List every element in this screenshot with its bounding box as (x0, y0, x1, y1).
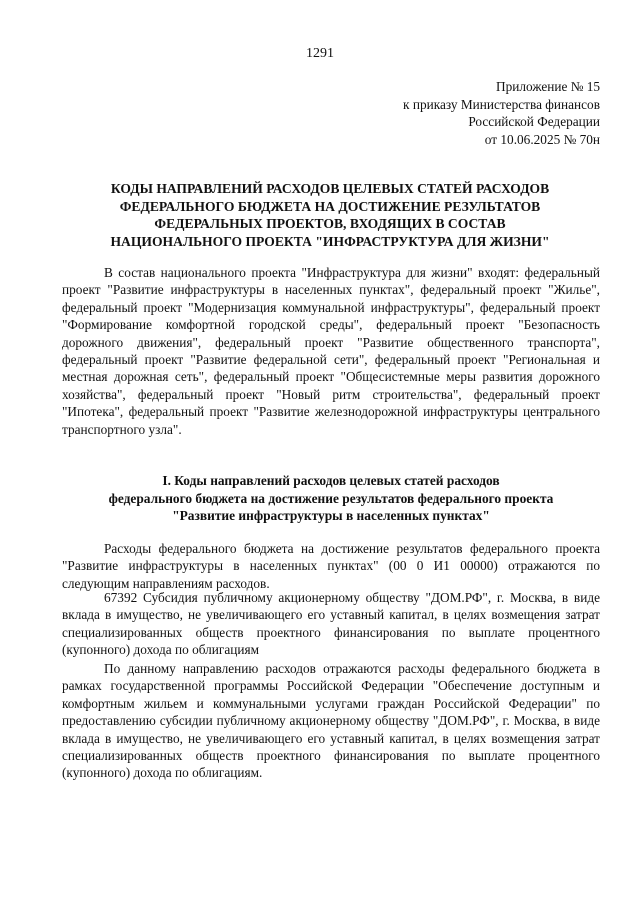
paragraph-expenses: Расходы федерального бюджета на достижение результатов федерального проекта "Развитие инфраструктуры в населенных пунктах" (00 0 И1 00000) отражаются по следующим направлениям расходов. (62, 541, 600, 591)
appendix-line: от 10.06.2025 № 70н (484, 131, 600, 147)
appendix-line: Приложение № 15 (496, 79, 600, 94)
page-number: 1291 (306, 46, 334, 61)
appendix-line: Российской Федерации (468, 114, 600, 129)
title-line: ФЕДЕРАЛЬНЫХ ПРОЕКТОВ, ВХОДЯЩИХ В СОСТАВ (154, 216, 506, 231)
section-heading-line: I. Коды направлений расходов целевых статей расходов (162, 473, 500, 488)
section-heading-line: "Развитие инфраструктуры в населенных пунктах" (172, 508, 490, 523)
appendix-header (340, 78, 600, 148)
paragraph-code-67392: 67392 Субсидия публичному акционерному обществу "ДОМ.РФ", г. Москва, в виде вклада в имущество, не увеличивающего его уставный капитал, в целях возмещения затрат специализированных обществ проектного финансирования по выплате процентного (купонного) дохода по облигациям (62, 590, 600, 658)
intro-paragraph: В состав национального проекта "Инфраструктура для жизни" входят: федеральный проект "Развитие инфраструктуры в населенных пунктах", федеральный проект "Жилье", федеральный проект "Модернизация коммунальной инфраструктуры", федеральный проект "Формирование комфортной городской среды", федеральный проект "Безопасность дорожного движения", федеральный проект "Развитие общественного транспорта", федеральный проект "Развитие федеральной сети", федеральный проект "Региональная и местная дорожная сеть", федеральный проект "Общесистемные меры развития дорожного хозяйства", федеральный проект "Новый ритм строительства", федеральный проект "Ипотека", федеральный проект "Развитие железнодорожной инфраструктуры центрального транспортного узла". (62, 265, 600, 437)
title-line: ФЕДЕРАЛЬНОГО БЮДЖЕТА НА ДОСТИЖЕНИЕ РЕЗУЛЬТАТОВ (119, 198, 541, 214)
section-heading-line: федерального бюджета на достижение результатов федерального проекта (108, 490, 554, 506)
appendix-line: к приказу Министерства финансов (403, 96, 600, 112)
title-line: НАЦИОНАЛЬНОГО ПРОЕКТА "ИНФРАСТРУКТУРА ДЛЯ ЖИЗНИ" (110, 233, 550, 249)
paragraph-direction-description: По данному направлению расходов отражаются расходы федерального бюджета в рамках государственной программы Российской Федерации "Обеспечение доступным и комфортным жильем и коммунальными услугами граждан Российской Федерации" по предоставлению субсидии публичному акционерному обществу "ДОМ.РФ", г. Москва, в виде вклада в имущество, не увеличивающего его уставный капитал, в целях возмещения затрат специализированных обществ проектного финансирования по выплате процентного (купонного) дохода по облигациям. (62, 661, 600, 781)
title-line: КОДЫ НАПРАВЛЕНИЙ РАСХОДОВ ЦЕЛЕВЫХ СТАТЕЙ РАСХОДОВ (110, 181, 550, 196)
section-heading (62, 472, 600, 525)
document-title (70, 180, 590, 250)
